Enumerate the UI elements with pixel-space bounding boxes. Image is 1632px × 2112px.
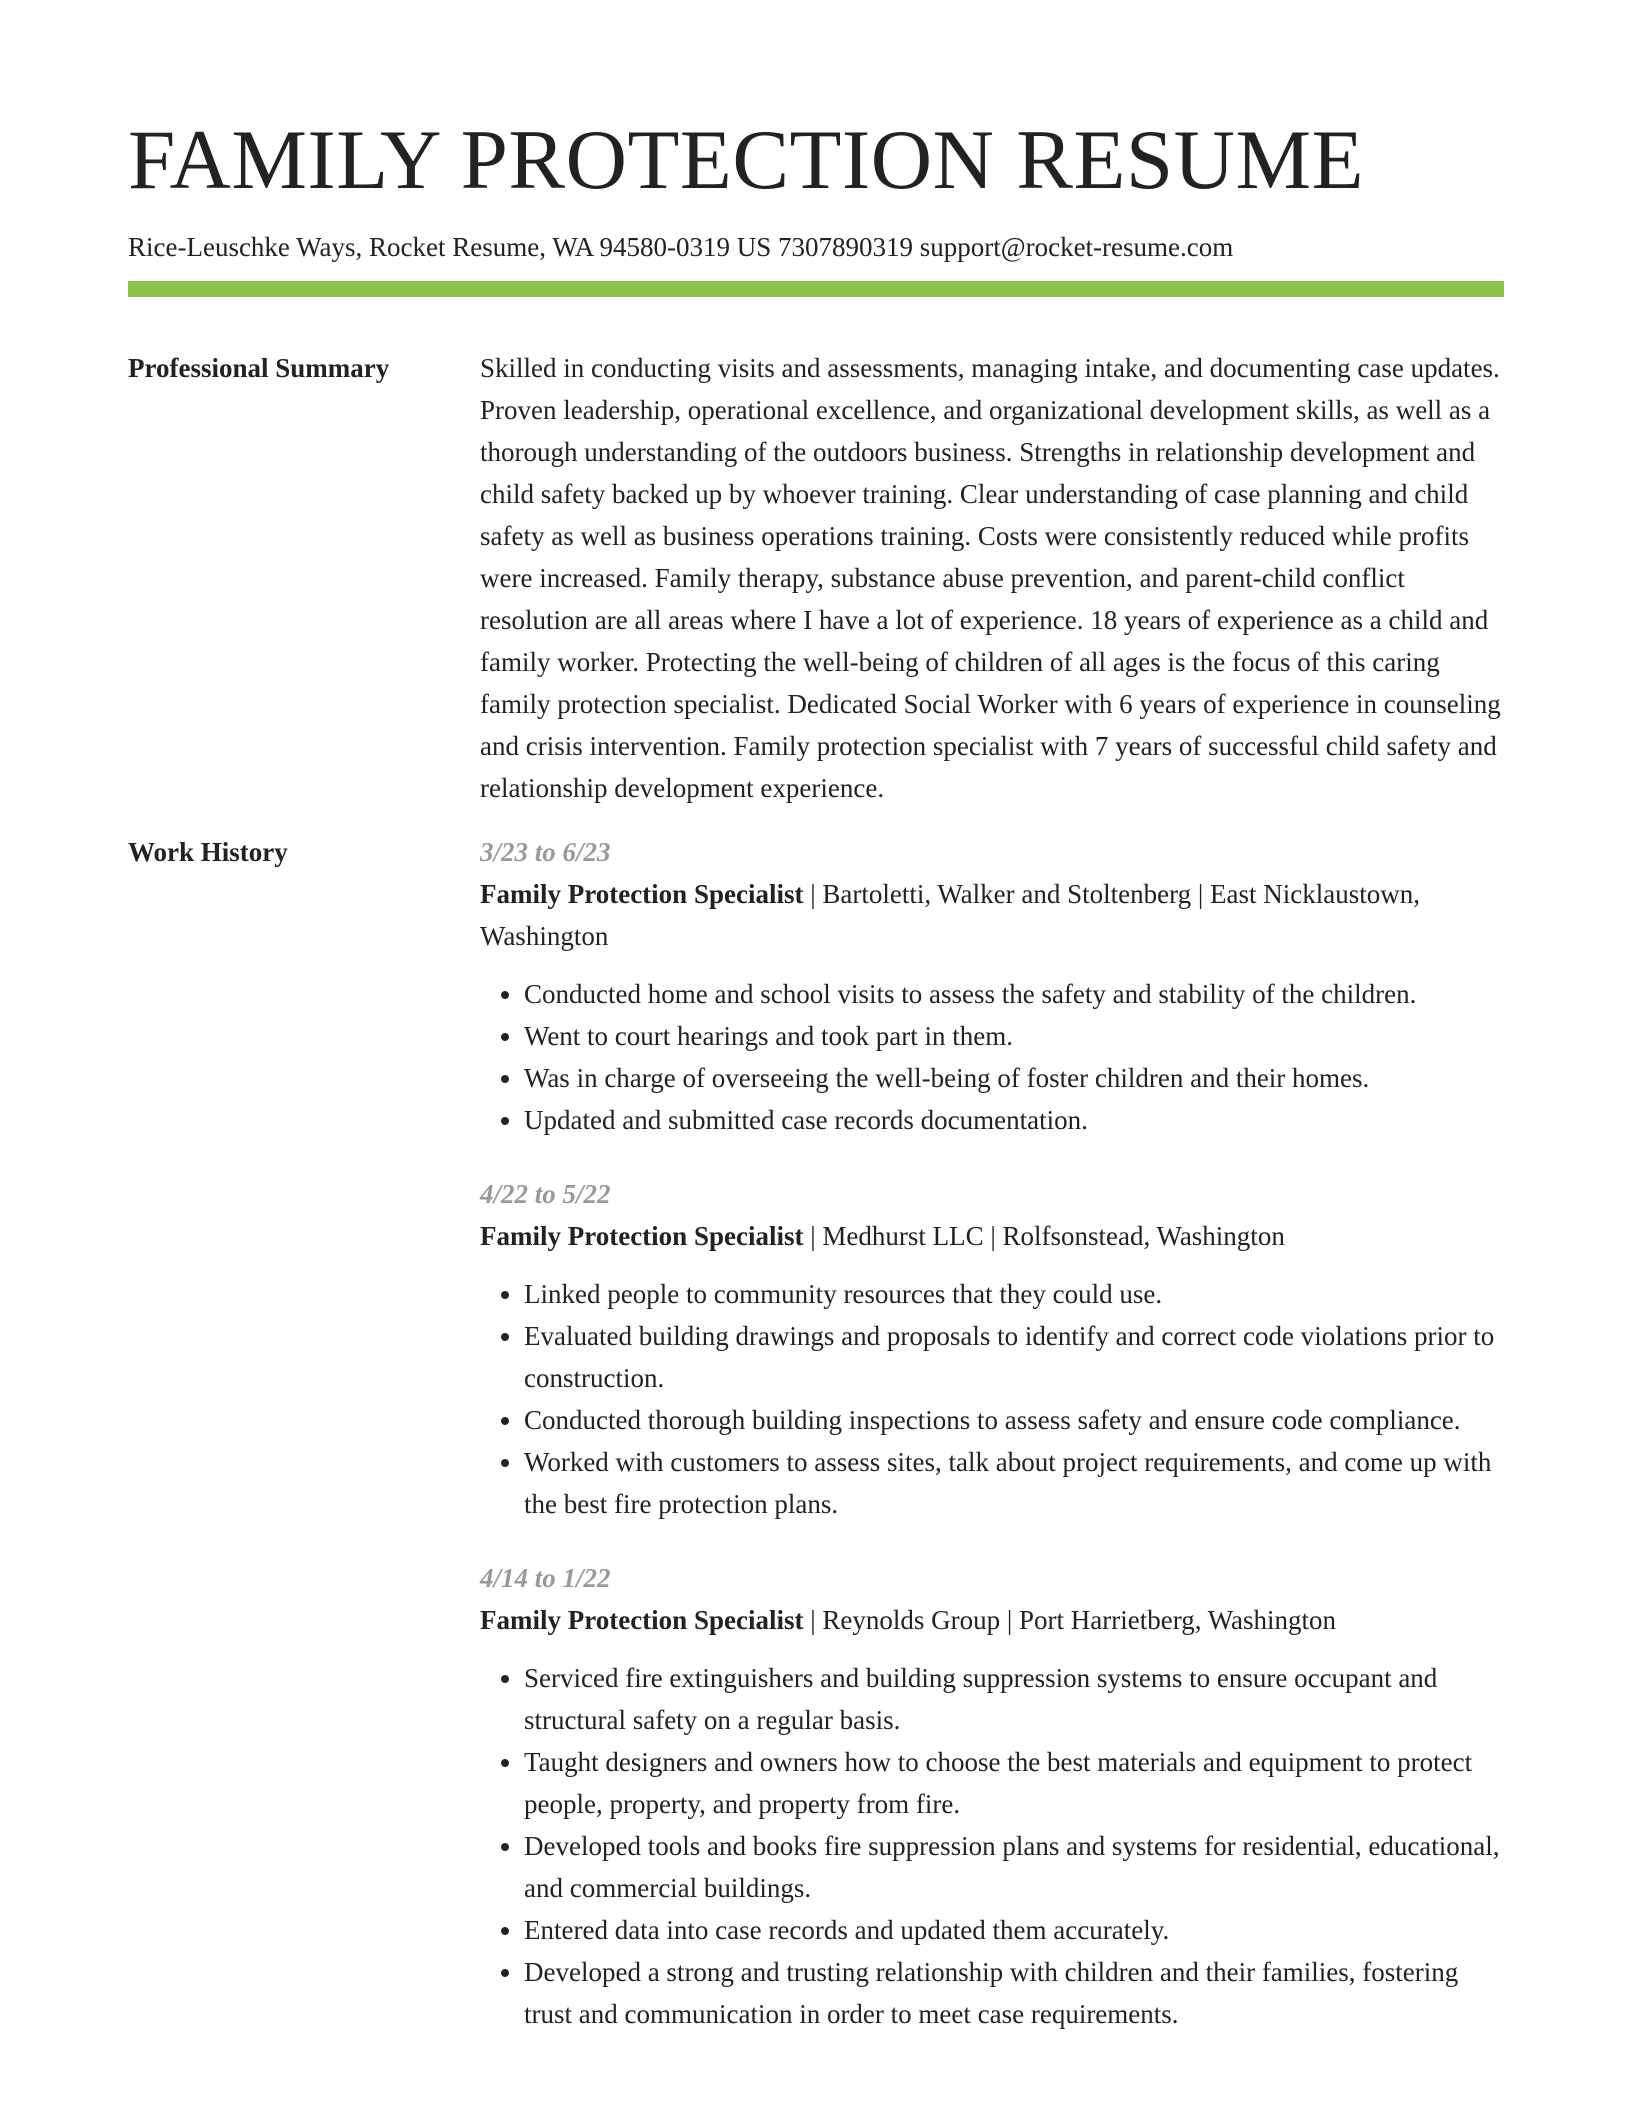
job-entry bbox=[480, 1557, 1504, 2035]
list-item: • Updated and submitted case records documentation. bbox=[524, 1099, 1504, 1141]
job-company-location: | Bartoletti, Walker and Stoltenberg | East Nicklaustown, Washington bbox=[480, 879, 1420, 952]
list-item: • Entered data into case records and updated them accurately. bbox=[524, 1909, 1504, 1951]
section-heading: Professional Summary bbox=[128, 353, 390, 384]
job-dates: 3/23 to 6/23 bbox=[480, 837, 611, 868]
job-company-location: | Reynolds Group | Port Harrietberg, Washington bbox=[803, 1605, 1337, 1636]
job-company-location: | Medhurst LLC | Rolfsonstead, Washington bbox=[803, 1221, 1285, 1252]
job-title: Family Protection Specialist bbox=[480, 1221, 804, 1252]
list-item: • Was in charge of overseeing the well-being of foster children and their homes. bbox=[524, 1057, 1504, 1099]
job-title: Family Protection Specialist bbox=[480, 1605, 804, 1636]
list-item: • Worked with customers to assess sites, talk about project requirements, and come up with the best fire protection plans. bbox=[524, 1441, 1504, 1525]
list-item: • Taught designers and owners how to choose the best materials and equipment to protect people, property, and property from fire. bbox=[524, 1741, 1504, 1825]
job-heading bbox=[480, 873, 1504, 957]
job-dates: 4/14 to 1/22 bbox=[480, 1563, 611, 1594]
job-bullets bbox=[480, 1657, 1504, 2035]
resume-page bbox=[128, 0, 1504, 2067]
resume-title: FAMILY PROTECTION RESUME bbox=[128, 113, 1365, 207]
job-bullets bbox=[480, 1273, 1504, 1525]
list-item: • Conducted thorough building inspections to assess safety and ensure code compliance. bbox=[524, 1399, 1504, 1441]
list-item: • Linked people to community resources that they could use. bbox=[524, 1273, 1504, 1315]
list-item: • Conducted home and school visits to assess the safety and stability of the children. bbox=[524, 973, 1504, 1015]
section-heading: Work History bbox=[128, 837, 288, 868]
list-item: • Serviced fire extinguishers and building suppression systems to ensure occupant and structural safety on a regular basis. bbox=[524, 1657, 1504, 1741]
job-title: Family Protection Specialist bbox=[480, 879, 804, 910]
list-item: • Developed tools and books fire suppression plans and systems for residential, educational, and commercial buildings. bbox=[524, 1825, 1504, 1909]
list-item: • Developed a strong and trusting relationship with children and their families, fostering trust and communication in order to meet case requirements. bbox=[524, 1951, 1504, 2035]
professional-summary-section bbox=[128, 347, 1504, 809]
job-bullets bbox=[480, 973, 1504, 1141]
job-entry bbox=[480, 831, 1504, 1141]
job-heading bbox=[480, 1215, 1504, 1257]
work-history-section bbox=[128, 831, 1504, 2067]
job-list bbox=[480, 831, 1504, 2067]
accent-divider bbox=[128, 281, 1504, 297]
list-item: • Evaluated building drawings and proposals to identify and correct code violations prior to construction. bbox=[524, 1315, 1504, 1399]
list-item: • Went to court hearings and took part in them. bbox=[524, 1015, 1504, 1057]
job-entry bbox=[480, 1173, 1504, 1525]
job-dates: 4/22 to 5/22 bbox=[480, 1179, 611, 1210]
job-heading bbox=[480, 1599, 1504, 1641]
contact-line: Rice-Leuschke Ways, Rocket Resume, WA 94580-0319 US 7307890319 support@rocket-resume.com bbox=[128, 232, 1234, 262]
summary-text: Skilled in conducting visits and assessments, managing intake, and documenting case updates. Proven leadership, operational excellence, and organizational development skills, as well as a thorough understanding of the outdoors business. Strengths in relationship development and child safety backed up by whoever training. Clear understanding of case planning and child safety as well as business operations training. Costs were consistently reduced while profits were increased. Family therapy, substance abuse prevention, and parent-child conflict resolution are all areas where I have a lot of experience. 18 years of experience as a child and family worker. Protecting the well-being of children of all ages is the focus of this caring family protection specialist. Dedicated Social Worker with 6 years of experience in counseling and crisis intervention. Family protection specialist with 7 years of successful child safety and relationship development experience. bbox=[480, 353, 1501, 804]
